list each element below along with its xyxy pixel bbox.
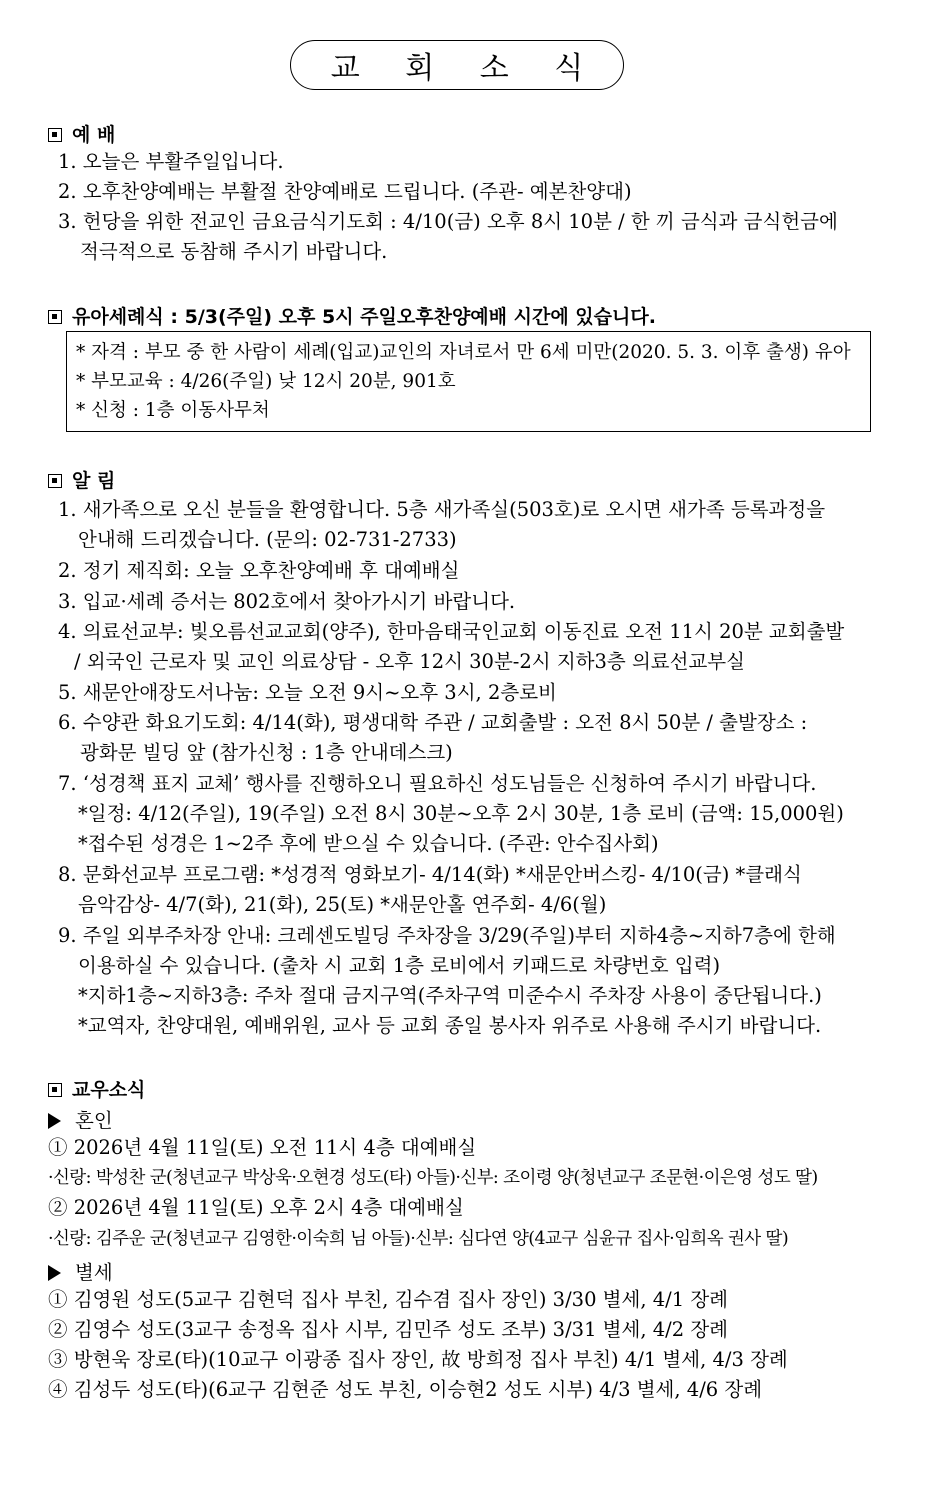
- title-box: [290, 40, 624, 90]
- baptism-heading: 유아세례식 : 5/3(주일) 오후 5시 주일오후찬양예배 시간에 있습니다.: [72, 306, 656, 328]
- notice-line: 광화문 빌딩 앞 (참가신청 : 1층 안내데스크): [80, 741, 453, 764]
- wedding-line: ·신랑: 김주운 군(청년교구 김영한·이숙희 님 아들)·신부: 심다연 양(4교구 심윤규 집사·임희옥 권사 딸): [48, 1229, 789, 1249]
- passing-label: 별세: [75, 1261, 113, 1284]
- section-heading-worship: [48, 120, 115, 147]
- section-heading-baptism: [48, 302, 656, 329]
- wedding-line: ② 2026년 4월 11일(토) 오후 2시 4층 대예배실: [48, 1196, 464, 1219]
- section-heading-notices: [48, 466, 115, 493]
- notice-line: 음악감상- 4/7(화), 21(화), 25(토) *새문안홀 연주회- 4/6(월): [78, 893, 607, 916]
- notices-heading: 알 림: [72, 470, 116, 492]
- notice-line: 5. 새문안애장도서나눔: 오늘 오전 9시~오후 3시, 2층로비: [58, 681, 557, 704]
- baptism-detail: * 부모교육 : 4/26(주일) 낮 12시 20분, 901호: [76, 371, 456, 392]
- square-bullet-icon: [48, 128, 62, 142]
- baptism-detail: * 신청 : 1층 이동사무처: [76, 400, 270, 421]
- wedding-label: 혼인: [75, 1109, 113, 1132]
- notice-line: *일정: 4/12(주일), 19(주일) 오전 8시 30분~오후 2시 30분, 1층 로비 (금액: 15,000원): [78, 802, 844, 825]
- passing-line: ③ 방현욱 장로(타)(10교구 이광종 집사 장인, 故 방희정 집사 부친) 4/1 별세, 4/3 장례: [48, 1348, 788, 1371]
- passing-line: ④ 김성두 성도(타)(6교구 김현준 성도 부친, 이승현2 성도 시부) 4/3 별세, 4/6 장례: [48, 1378, 763, 1401]
- wedding-subheading: [48, 1105, 113, 1133]
- wedding-line: ·신랑: 박성찬 군(청년교구 박상욱·오현경 성도(타) 아들)·신부: 조이령 양(청년교구 조문현·이은영 성도 딸): [48, 1168, 818, 1188]
- worship-item: 적극적으로 동참해 주시기 바랍니다.: [80, 240, 388, 263]
- notice-line: 9. 주일 외부주차장 안내: 크레센도빌딩 주차장을 3/29(주일)부터 지하4층~지하7층에 한해: [58, 924, 836, 947]
- notice-line: 8. 문화선교부 프로그램: *성경적 영화보기- 4/14(화) *새문안버스킹- 4/10(금) *클래식: [58, 863, 802, 886]
- worship-item: 1. 오늘은 부활주일입니다.: [58, 150, 284, 173]
- worship-item: 2. 오후찬양예배는 부활절 찬양예배로 드립니다. (주관- 예본찬양대): [58, 180, 632, 203]
- section-heading-members: [48, 1075, 145, 1102]
- notice-line: 6. 수양관 화요기도회: 4/14(화), 평생대학 주관 / 교회출발 : 오전 8시 50분 / 출발장소 :: [58, 711, 808, 734]
- notice-line: 2. 정기 제직회: 오늘 오후찬양예배 후 대예배실: [58, 559, 460, 582]
- notice-line: *교역자, 찬양대원, 예배위원, 교사 등 교회 종일 봉사자 위주로 사용해 주시기 바랍니다.: [78, 1014, 822, 1037]
- page-title: 교 회 소 식: [330, 51, 602, 86]
- notice-line: 4. 의료선교부: 빛오름선교교회(양주), 한마음태국인교회 이동진료 오전 11시 20분 교회출발: [58, 620, 845, 643]
- notice-line: 1. 새가족으로 오신 분들을 환영합니다. 5층 새가족실(503호)로 오시면 새가족 등록과정을: [58, 498, 826, 521]
- baptism-detail: * 자격 : 부모 중 한 사람이 세례(입교)교인의 자녀로서 만 6세 미만(2020. 5. 3. 이후 출생) 유아: [76, 342, 851, 363]
- square-bullet-icon: [48, 474, 62, 488]
- worship-item: 3. 헌당을 위한 전교인 금요금식기도회 : 4/10(금) 오후 8시 10분 / 한 끼 금식과 금식헌금에: [58, 210, 838, 233]
- notice-line: *지하1층~지하3층: 주차 절대 금지구역(주차구역 미준수시 주차장 사용이 중단됩니다.): [78, 984, 822, 1007]
- notice-line: *접수된 성경은 1~2주 후에 받으실 수 있습니다. (주관: 안수집사회): [78, 832, 659, 855]
- triangle-bullet-icon: [48, 1265, 61, 1281]
- notice-line: / 외국인 근로자 및 교인 의료상담 - 오후 12시 30분-2시 지하3층 의료선교부실: [74, 650, 745, 673]
- wedding-line: ① 2026년 4월 11일(토) 오전 11시 4층 대예배실: [48, 1136, 477, 1159]
- square-bullet-icon: [48, 310, 62, 324]
- notice-line: 이용하실 수 있습니다. (출차 시 교회 1층 로비에서 키패드로 차량번호 입력): [78, 954, 721, 977]
- notice-line: 7. ‘성경책 표지 교체’ 행사를 진행하오니 필요하신 성도님들은 신청하여 주시기 바랍니다.: [58, 772, 817, 795]
- notice-line: 안내해 드리겠습니다. (문의: 02-731-2733): [78, 528, 457, 551]
- passing-line: ① 김영원 성도(5교구 김현덕 집사 부친, 김수겸 집사 장인) 3/30 별세, 4/1 장례: [48, 1288, 728, 1311]
- worship-heading: 예 배: [72, 124, 116, 146]
- passing-line: ② 김영수 성도(3교구 송정옥 집사 시부, 김민주 성도 조부) 3/31 별세, 4/2 장례: [48, 1318, 728, 1341]
- members-heading: 교우소식: [72, 1079, 146, 1101]
- notice-line: 3. 입교·세례 증서는 802호에서 찾아가시기 바랍니다.: [58, 590, 516, 613]
- triangle-bullet-icon: [48, 1113, 61, 1129]
- square-bullet-icon: [48, 1083, 62, 1097]
- passing-subheading: [48, 1257, 113, 1285]
